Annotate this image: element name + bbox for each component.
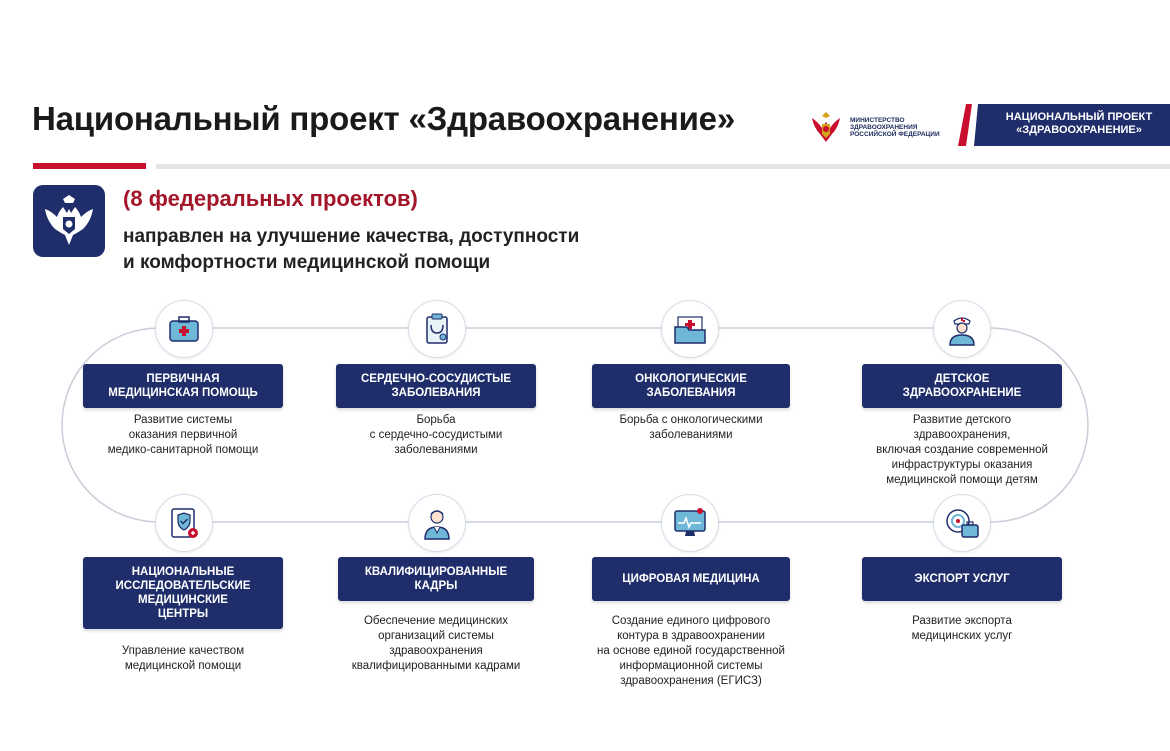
ministry-line-3: РОССИЙСКОЙ ФЕДЕРАЦИИ — [850, 130, 940, 138]
badge-line-1: НАЦИОНАЛЬНЫЙ ПРОЕКТ — [1005, 111, 1153, 123]
shield-document-icon — [164, 503, 204, 543]
project-desc-primary-care: Развитие системы оказания первичной медико-санитарной помощи — [107, 414, 259, 456]
project-icon-circle — [661, 300, 719, 358]
stethoscope-clipboard-icon — [417, 309, 457, 349]
project-desc-qualified-staff: Обеспечение медицинских организаций системы здравоохранения квалифицированными кадрами — [351, 615, 521, 672]
nurse-icon — [942, 309, 982, 349]
badge-line-2: «ЗДРАВООХРАНЕНИЕ» — [1016, 124, 1142, 136]
project-desc-oncology: Борьба с онкологическими заболеваниями — [619, 414, 763, 441]
project-label-digital-medicine: ЦИФРОВАЯ МЕДИЦИНА — [592, 557, 790, 601]
project-label-oncology: ОНКОЛОГИЧЕСКИЕ ЗАБОЛЕВАНИЯ — [592, 364, 790, 408]
project-desc-research-centers: Управление качеством медицинской помощи — [121, 645, 245, 672]
project-desc-digital-medicine: Создание единого цифрового контура в здравоохранении на основе единой государственной информационной системы здравоохранения (ЕГИСЗ) — [597, 615, 785, 687]
project-icon-circle — [408, 494, 466, 552]
federal-projects-count: (8 федеральных проектов) — [123, 186, 418, 211]
project-label-research-centers: НАЦИОНАЛЬНЫЕ ИССЛЕДОВАТЕЛЬСКИЕ МЕДИЦИНСКИЕ ЦЕНТРЫ — [83, 557, 283, 629]
project-icon-circle — [933, 300, 991, 358]
project-icon-circle — [933, 494, 991, 552]
project-label-child-health: ДЕТСКОЕ ЗДРАВООХРАНЕНИЕ — [862, 364, 1062, 408]
target-suitcase-icon — [942, 503, 982, 543]
medical-folder-icon — [670, 309, 710, 349]
project-icon-circle — [155, 494, 213, 552]
project-desc-cardiovascular: Борьба с сердечно-сосудистыми заболеваниями — [369, 414, 503, 456]
ministry-line-2: ЗДРАВООХРАНЕНИЯ — [850, 123, 918, 131]
doctor-icon — [417, 503, 457, 543]
page-title: Национальный проект «Здравоохранение» — [32, 100, 735, 137]
project-goal-line-1: направлен на улучшение качества, доступности — [123, 226, 580, 247]
project-desc-export-services: Развитие экспорта медицинских услуг — [911, 615, 1013, 642]
project-icon-circle — [155, 300, 213, 358]
project-desc-child-health: Развитие детского здравоохранения, включая создание современной инфраструктуры оказания медицинской помощи детям — [876, 414, 1048, 486]
ministry-line-1: МИНИСТЕРСТВО — [850, 116, 905, 124]
medical-kit-icon — [164, 309, 204, 349]
project-icon-circle — [661, 494, 719, 552]
computer-monitor-icon — [670, 503, 710, 543]
project-label-export-services: ЭКСПОРТ УСЛУГ — [862, 557, 1062, 601]
project-label-cardiovascular: СЕРДЕЧНО-СОСУДИСТЫЕ ЗАБОЛЕВАНИЯ — [336, 364, 536, 408]
project-label-primary-care: ПЕРВИЧНАЯ МЕДИЦИНСКАЯ ПОМОЩЬ — [83, 364, 283, 408]
project-goal-line-2: и комфортности медицинской помощи — [123, 252, 491, 273]
project-icon-circle — [408, 300, 466, 358]
project-label-qualified-staff: КВАЛИФИЦИРОВАННЫЕ КАДРЫ — [338, 557, 534, 601]
